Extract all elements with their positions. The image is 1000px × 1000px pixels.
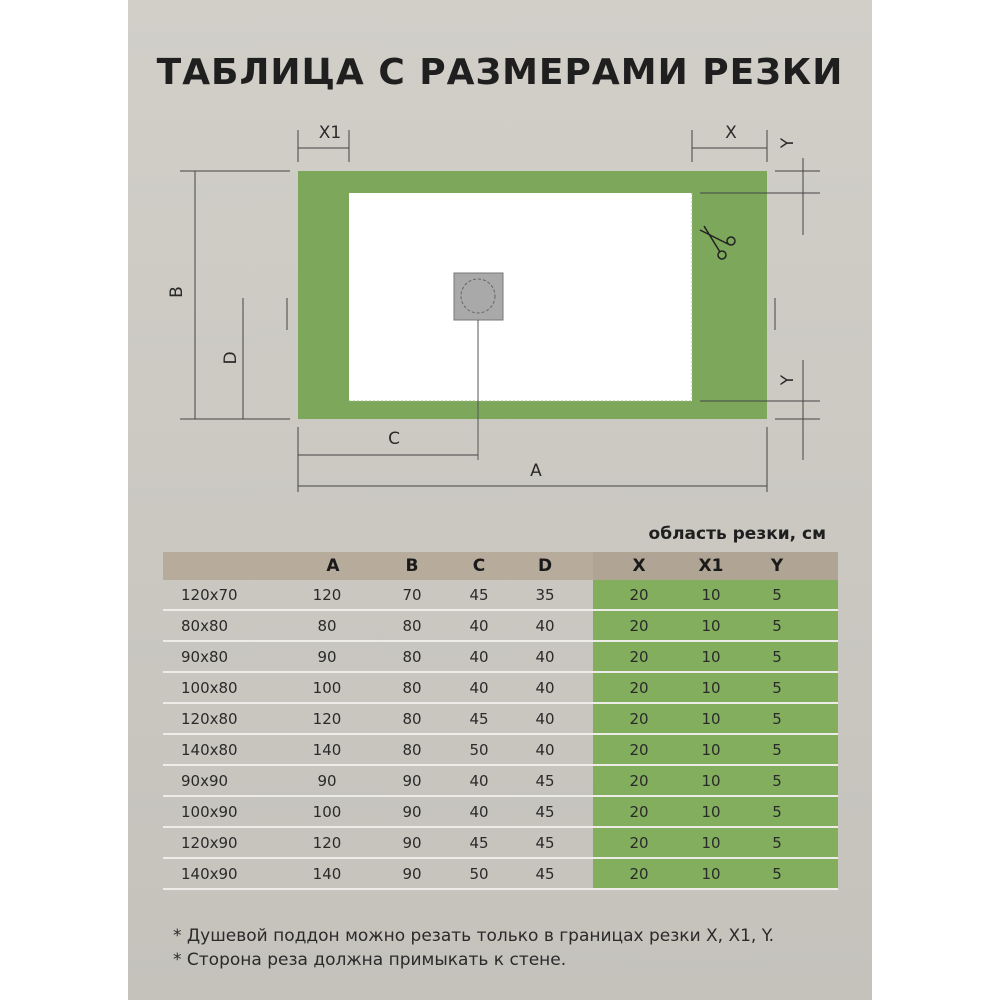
table-row <box>163 828 838 859</box>
table-cell: 10 <box>701 834 721 852</box>
table-cell: 20 <box>629 834 649 852</box>
table-cell: 40 <box>469 648 489 666</box>
table-cell: 40 <box>469 679 489 697</box>
dimension-y-top-label: Y <box>778 137 798 149</box>
table-cell: 20 <box>629 772 649 790</box>
table-cell: 100 <box>312 679 342 697</box>
table-cell: 120 <box>312 586 342 604</box>
table-cell: 45 <box>535 865 555 883</box>
table-cell: 45 <box>535 772 555 790</box>
dimension-x-label: X <box>725 123 737 143</box>
table-cell: 5 <box>772 586 782 604</box>
table-cell: 90 <box>402 803 422 821</box>
table-header <box>163 552 838 580</box>
table-cell-size: 140x90 <box>181 865 238 883</box>
table-cell: 40 <box>469 803 489 821</box>
dimension-b-label: B <box>167 286 187 298</box>
table-cell: 120 <box>312 710 342 728</box>
table-row <box>163 735 838 766</box>
table-row <box>163 766 838 797</box>
table-cell: 45 <box>469 710 489 728</box>
table-cell: 40 <box>535 741 555 759</box>
table-cell: 80 <box>402 679 422 697</box>
table-cell: 70 <box>402 586 422 604</box>
table-row <box>163 704 838 735</box>
table-cell: 20 <box>629 586 649 604</box>
table-cell: 100 <box>312 803 342 821</box>
table-cell: 5 <box>772 803 782 821</box>
table-cell: 10 <box>701 710 721 728</box>
table-cell: 20 <box>629 679 649 697</box>
table-body <box>163 580 838 890</box>
table-cell-size: 120x90 <box>181 834 238 852</box>
dimensions-table <box>163 552 838 890</box>
table-cell: 40 <box>535 679 555 697</box>
table-cell: 10 <box>701 865 721 883</box>
header-y: Y <box>770 556 784 576</box>
table-cell: 10 <box>701 586 721 604</box>
table-cell: 80 <box>402 648 422 666</box>
header-c: C <box>472 556 486 576</box>
table-cell: 10 <box>701 648 721 666</box>
tray-inner-surface <box>349 193 692 401</box>
table-row <box>163 642 838 673</box>
header-d: D <box>537 556 553 576</box>
table-cell: 80 <box>402 710 422 728</box>
dimension-d-label: D <box>221 351 241 365</box>
table-cell: 90 <box>317 772 337 790</box>
table-cell: 40 <box>535 648 555 666</box>
table-row <box>163 673 838 704</box>
table-cell: 140 <box>312 741 342 759</box>
table-cell: 20 <box>629 648 649 666</box>
table-cell: 90 <box>402 865 422 883</box>
table-cell: 20 <box>629 617 649 635</box>
table-cell: 5 <box>772 834 782 852</box>
dimension-x1-label: X1 <box>318 123 342 143</box>
table-cell-size: 120x80 <box>181 710 238 728</box>
dimension-y-bottom-label: Y <box>778 374 798 386</box>
table-cell: 45 <box>535 803 555 821</box>
table-cell: 35 <box>535 586 555 604</box>
table-cell-size: 80x80 <box>181 617 229 635</box>
table-cell: 10 <box>701 679 721 697</box>
table-cell: 5 <box>772 865 782 883</box>
table-cell-size: 100x80 <box>181 679 238 697</box>
table-cell: 40 <box>469 617 489 635</box>
page-title: ТАБЛИЦА С РАЗМЕРАМИ РЕЗКИ <box>156 52 844 93</box>
table-cell: 80 <box>402 617 422 635</box>
table-cell: 20 <box>629 803 649 821</box>
table-cell: 120 <box>312 834 342 852</box>
table-cell: 90 <box>402 834 422 852</box>
footnote-cut-limits: * Душевой поддон можно резать только в границах резки X, X1, Y. <box>173 926 775 946</box>
table-cell: 50 <box>469 741 489 759</box>
header-b: B <box>405 556 419 576</box>
dimension-a-label: A <box>530 461 542 481</box>
table-cell: 80 <box>402 741 422 759</box>
dimension-c-label: C <box>388 429 400 449</box>
table-cell: 20 <box>629 710 649 728</box>
table-cell: 10 <box>701 617 721 635</box>
header-a: A <box>326 556 340 576</box>
table-cell: 5 <box>772 648 782 666</box>
table-cell: 80 <box>317 617 337 635</box>
table-cell: 45 <box>469 834 489 852</box>
cut-area-caption: область резки, см <box>648 524 826 544</box>
table-cell: 5 <box>772 710 782 728</box>
table-row <box>163 797 838 828</box>
table-cell-size: 100x90 <box>181 803 238 821</box>
table-cell-size: 90x90 <box>181 772 229 790</box>
table-cell: 40 <box>535 617 555 635</box>
table-cell: 50 <box>469 865 489 883</box>
table-cell: 140 <box>312 865 342 883</box>
table-cell-size: 120x70 <box>181 586 238 604</box>
footnote-wall-side: * Сторона реза должна примыкать к стене. <box>173 950 567 970</box>
table-cell: 40 <box>535 710 555 728</box>
table-cell: 10 <box>701 803 721 821</box>
footnotes <box>173 924 774 972</box>
table-cell: 5 <box>772 741 782 759</box>
table-cell: 45 <box>535 834 555 852</box>
table-cell: 90 <box>317 648 337 666</box>
table-row <box>163 859 838 890</box>
table-cell: 5 <box>772 617 782 635</box>
header-x: X <box>632 556 646 576</box>
table-cell: 10 <box>701 772 721 790</box>
table-cell-size: 140x80 <box>181 741 238 759</box>
table-row <box>163 580 838 611</box>
table-cell: 45 <box>469 586 489 604</box>
table-cell: 20 <box>629 741 649 759</box>
table-cell: 10 <box>701 741 721 759</box>
table-cell: 40 <box>469 772 489 790</box>
table-cell: 90 <box>402 772 422 790</box>
table-cell: 5 <box>772 772 782 790</box>
header-x1: X1 <box>698 556 724 576</box>
table-cell-size: 90x80 <box>181 648 229 666</box>
table-row <box>163 611 838 642</box>
table-cell: 20 <box>629 865 649 883</box>
table-cell: 5 <box>772 679 782 697</box>
